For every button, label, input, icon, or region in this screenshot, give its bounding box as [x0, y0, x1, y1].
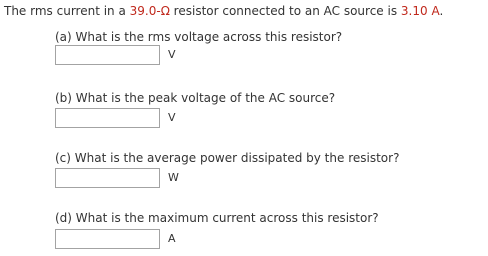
answer-input-a[interactable] — [55, 45, 160, 65]
question-a: (a) What is the rms voltage across this resistor? — [55, 30, 343, 44]
current-value: 3.10 A — [400, 4, 440, 18]
answer-input-d[interactable] — [55, 229, 160, 249]
problem-statement — [4, 3, 443, 19]
unit-label-d: A — [168, 232, 176, 245]
question-c: (c) What is the average power dissipated by the resistor? — [55, 151, 400, 165]
unit-label-a: V — [168, 48, 176, 61]
problem-text-middle: resistor connected to an AC source is — [169, 4, 401, 18]
answer-input-c[interactable] — [55, 168, 160, 188]
question-d: (d) What is the maximum current across this resistor? — [55, 211, 379, 225]
problem-text-end: . — [439, 4, 444, 18]
answer-input-b[interactable] — [55, 108, 160, 128]
unit-label-b: V — [168, 111, 176, 124]
answer-row-b — [55, 108, 176, 128]
answer-row-c — [55, 168, 179, 188]
answer-row-d — [55, 229, 176, 249]
resistance-value: 39.0-Ω — [129, 4, 170, 18]
answer-row-a — [55, 45, 176, 65]
problem-text-start: The rms current in a — [4, 4, 130, 18]
unit-label-c: W — [168, 171, 179, 184]
question-b: (b) What is the peak voltage of the AC source? — [55, 91, 336, 105]
